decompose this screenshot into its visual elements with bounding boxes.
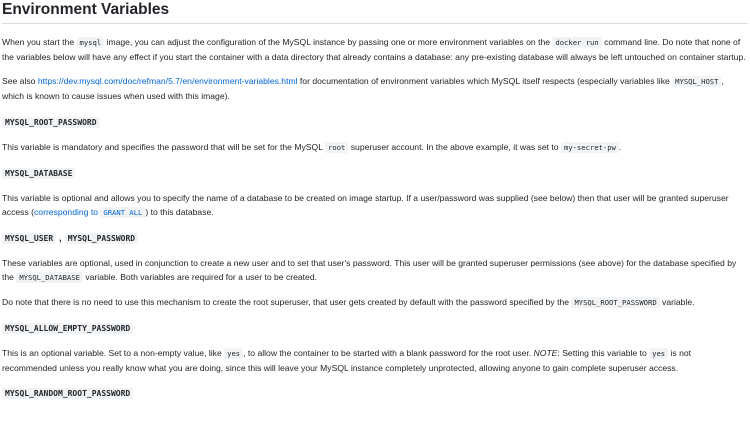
intro-paragraph: When you start the mysql image, you can adjust the configuration of the MySQL instance by passing one or more environment variables on the docker run command line. Do note that none of the variables below will have any effect if you start the container with a data directory that already contains a database: any pre-existing database will always be left untouched on container startup. — [2, 37, 746, 62]
inline-code: yes — [224, 348, 243, 359]
allow-empty-description: This is an optional variable. Set to a non-empty value, like yes , to allow the container to be started with a blank password for the root user. NOTE: Setting this variable to yes is not recommended unless you really know what you are doing, since this will leave your MySQL instance completely unprotected, allowing anyone to gain complete superuser access. — [2, 348, 692, 373]
mysql-env-doc-link[interactable]: https://dev.mysql.com/doc/refman/5.7/en/environment-variables.html — [37, 76, 298, 86]
root-password-description: This variable is mandatory and specifies the password that will be set for the MySQL root superuser account. In the above example, it was set to my-secret-pw . — [2, 142, 622, 152]
var-heading-allow-empty-password: MYSQL_ALLOW_EMPTY_PASSWORD — [2, 321, 748, 336]
inline-code: yes — [649, 348, 668, 359]
inline-code: MYSQL_DATABASE — [16, 272, 83, 283]
user-password-description: These variables are optional, used in conjunction to create a new user and to set that user's password. This user will be granted superuser permissions (see above) for the database specified by the MYSQL_DATABASE variable. Both variables are required for a user to be created. — [2, 258, 737, 282]
inline-code: root — [325, 142, 348, 153]
inline-code: docker run — [552, 37, 601, 48]
inline-code: my-secret-pw — [561, 142, 619, 153]
var-heading-database: MYSQL_DATABASE — [2, 166, 748, 181]
section-heading: Environment Variables — [2, 0, 748, 24]
inline-code: mysql — [77, 37, 105, 48]
inline-code: MYSQL_ROOT_PASSWORD — [571, 297, 659, 308]
inline-code: MYSQL_HOST — [672, 76, 721, 87]
database-description: This variable is optional and allows you to specify the name of a database to be created on image startup. If a user/password was supplied (see below) then that user will be granted superuser access (corresponding to GRANT ALL ) to this database. — [2, 193, 729, 217]
var-heading-user-password: MYSQL_USER , MYSQL_PASSWORD — [2, 231, 748, 246]
root-superuser-note: Do note that there is no need to use this mechanism to create the root superuser, that user gets created by default with the password specified by the MYSQL_ROOT_PASSWORD variable. — [2, 297, 695, 307]
var-heading-random-root-password: MYSQL_RANDOM_ROOT_PASSWORD — [2, 386, 748, 401]
var-heading-root-password: MYSQL_ROOT_PASSWORD — [2, 115, 748, 130]
see-also-paragraph: See also https://dev.mysql.com/doc/refman/5.7/en/environment-variables.html for documentation of environment variables which MySQL itself respects (especially variables like MYSQL_HOST , which is known to cause issues when used with this image). — [2, 76, 724, 101]
grant-all-link[interactable]: corresponding to GRANT ALL — [34, 207, 145, 217]
